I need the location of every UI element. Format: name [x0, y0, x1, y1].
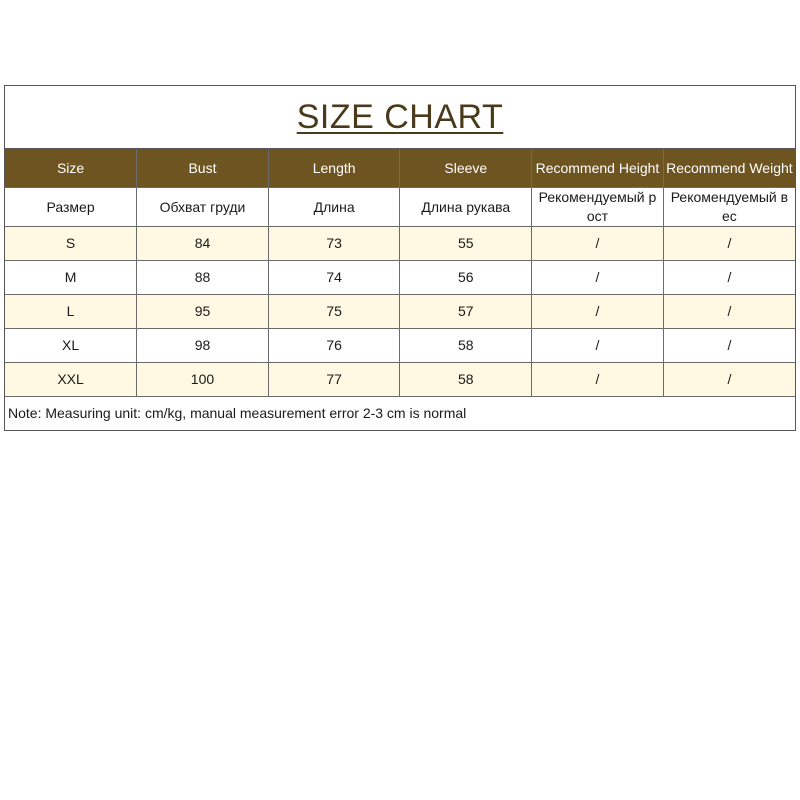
cell-height: / — [532, 227, 664, 261]
header-row-russian — [5, 188, 795, 227]
header-sleeve: Sleeve — [400, 149, 532, 188]
cell-sleeve: 56 — [400, 261, 532, 295]
cell-sleeve: 55 — [400, 227, 532, 261]
cell-height: / — [532, 295, 664, 329]
header-recommend-weight: Recommend Weight — [663, 149, 795, 188]
cell-sleeve: 57 — [400, 295, 532, 329]
cell-bust: 84 — [137, 227, 269, 261]
cell-length: 77 — [268, 363, 400, 397]
note-row — [5, 397, 795, 431]
cell-length: 76 — [268, 329, 400, 363]
table-row — [5, 227, 795, 261]
cell-bust: 88 — [137, 261, 269, 295]
size-chart — [4, 85, 796, 431]
header-ru-sleeve: Длина рукава — [400, 188, 532, 227]
measurement-note: Note: Measuring unit: cm/kg, manual measurement error 2-3 cm is normal — [5, 397, 795, 431]
cell-sleeve: 58 — [400, 363, 532, 397]
cell-bust: 95 — [137, 295, 269, 329]
cell-bust: 100 — [137, 363, 269, 397]
cell-size: XL — [5, 329, 137, 363]
cell-length: 73 — [268, 227, 400, 261]
cell-size: S — [5, 227, 137, 261]
cell-weight: / — [663, 363, 795, 397]
table-row — [5, 295, 795, 329]
header-size: Size — [5, 149, 137, 188]
cell-weight: / — [663, 295, 795, 329]
cell-weight: / — [663, 329, 795, 363]
header-ru-length: Длина — [268, 188, 400, 227]
cell-size: M — [5, 261, 137, 295]
header-ru-weight: Рекомендуемый в ес — [663, 188, 795, 227]
header-ru-bust: Обхват груди — [137, 188, 269, 227]
cell-weight: / — [663, 227, 795, 261]
cell-size: XXL — [5, 363, 137, 397]
cell-weight: / — [663, 261, 795, 295]
title-row — [5, 86, 795, 149]
cell-bust: 98 — [137, 329, 269, 363]
cell-length: 74 — [268, 261, 400, 295]
size-table — [5, 149, 795, 430]
header-ru-height: Рекомендуемый р ост — [532, 188, 664, 227]
cell-height: / — [532, 363, 664, 397]
chart-title: SIZE CHART — [296, 97, 504, 136]
cell-size: L — [5, 295, 137, 329]
table-row — [5, 261, 795, 295]
table-row — [5, 363, 795, 397]
cell-sleeve: 58 — [400, 329, 532, 363]
table-row — [5, 329, 795, 363]
header-recommend-height: Recommend Height — [532, 149, 664, 188]
cell-length: 75 — [268, 295, 400, 329]
header-row-english — [5, 149, 795, 188]
header-ru-size: Размер — [5, 188, 137, 227]
header-length: Length — [268, 149, 400, 188]
cell-height: / — [532, 261, 664, 295]
cell-height: / — [532, 329, 664, 363]
header-bust: Bust — [137, 149, 269, 188]
